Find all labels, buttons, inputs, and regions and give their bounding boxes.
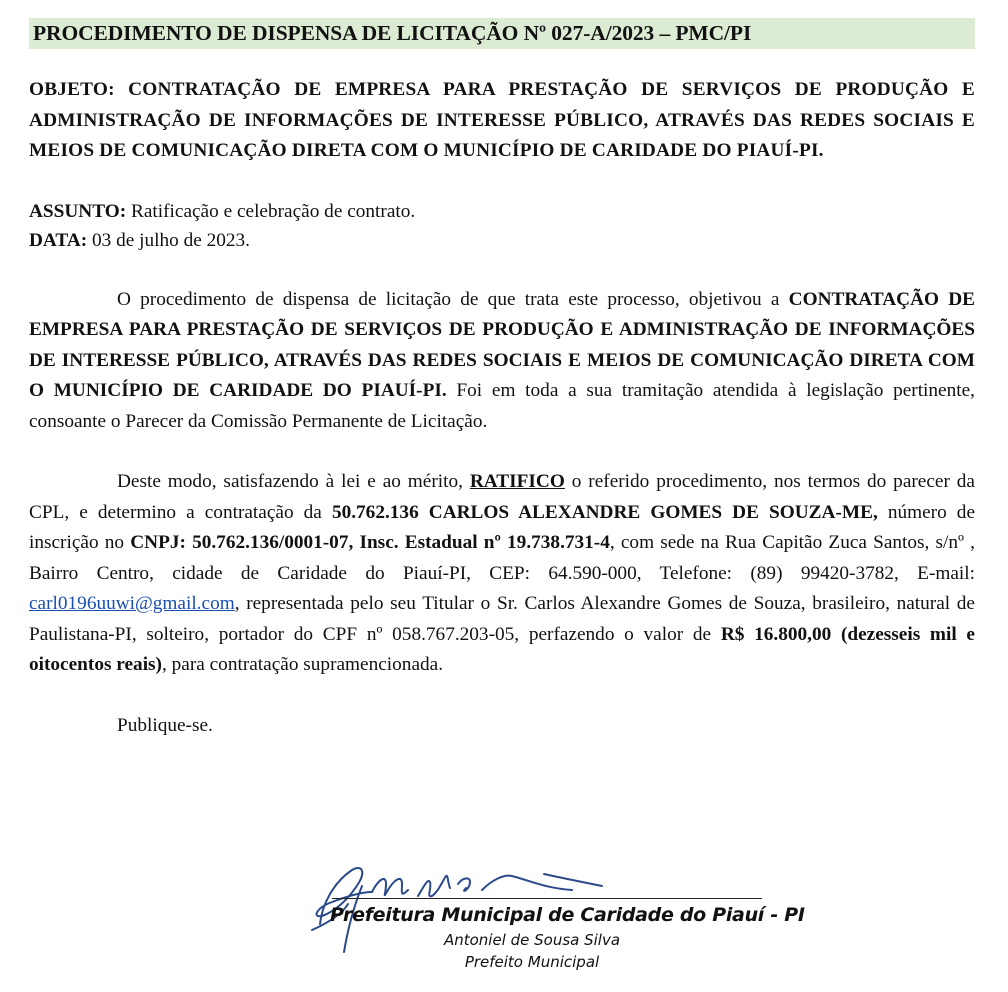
- ratification-text-5: , representada pelo seu Titular o Sr. Carlos Alexandre Gomes de Souza, brasileiro, natural de Paulistana-PI, solteiro, portador do CPF nº 058.767.203-05, perfazendo o valor de: [29, 593, 975, 645]
- assunto-line: [29, 197, 975, 226]
- contract-value: R$ 16.800,00 (dezesseis mil e oitocentos reais): [29, 623, 975, 675]
- assunto-label: ASSUNTO:: [29, 200, 127, 222]
- ratification-paragraph: [29, 467, 975, 681]
- cnpj-text: CNPJ: 50.762.136/0001-07, Insc. Estadual nº 19.738.731-4: [130, 532, 610, 553]
- procedure-paragraph: [29, 285, 975, 438]
- ratification-text-4: , com sede na Rua Capitão Zuca Santos, s/nº , Bairro Centro, cidade de Caridade do Piauí-PI, CEP: 64.590-000, Telefone: (89) 99420-3782, E-mail:: [29, 532, 976, 584]
- signature-line: [332, 898, 762, 899]
- signature-name: Antoniel de Sousa Silva: [443, 931, 621, 949]
- procedure-intro: O procedimento de dispensa de licitação de que trata este processo, objetivou a: [117, 288, 789, 310]
- data-line: [29, 226, 975, 255]
- objeto-paragraph: OBJETO: CONTRATAÇÃO DE EMPRESA PARA PRESTAÇÃO DE SERVIÇOS DE PRODUÇÃO E ADMINISTRAÇÃO DE INFORMAÇÕES DE INTERESSE PÚBLICO, ATRAVÉS DAS REDES SOCIAIS E MEIOS DE COMUNICAÇÃO DIRETA COM O MUNICÍPIO DE CARIDADE DO PIAUÍ-PI.: [29, 79, 975, 161]
- ratification-text-1: Deste modo, satisfazendo à lei e ao mérito,: [117, 471, 470, 492]
- signature-office: Prefeitura Municipal de Caridade do Piauí - PI: [330, 904, 805, 926]
- signature-role: Prefeito Municipal: [464, 953, 600, 971]
- signature-block: [282, 852, 805, 982]
- procedure-object-bold: CONTRATAÇÃO DE EMPRESA PARA PRESTAÇÃO DE SERVIÇOS DE PRODUÇÃO E ADMINISTRAÇÃO DE INFORMAÇÕES DE INTERESSE PÚBLICO, ATRAVÉS DAS REDES SOCIAIS E MEIOS DE COMUNICAÇÃO DIRETA COM O MUNICÍPIO DE CARIDADE DO PIAUÍ-PI.: [29, 288, 975, 401]
- ratification-text-2: o referido procedimento, nos termos do parecer da CPL, e determino a contratação da: [29, 471, 975, 523]
- closing-text: Publique-se.: [117, 714, 213, 736]
- ratification-text-3: número de inscrição no: [29, 501, 976, 553]
- assunto-value: Ratificação e celebração de contrato.: [126, 200, 416, 222]
- document-title: PROCEDIMENTO DE DISPENSA DE LICITAÇÃO Nº 027-A/2023 – PMC/PI: [29, 18, 975, 49]
- ratification-text-6: , para contratação supramencionada.: [161, 654, 444, 675]
- meta-block: [29, 197, 975, 255]
- document-page: [29, 18, 975, 741]
- procedure-rest: Foi em toda a sua tramitação atendida à legislação pertinente, consoante o Parecer da Comissão Permanente de Licitação.: [29, 380, 975, 432]
- data-value: 03 de julho de 2023.: [87, 229, 251, 251]
- company-name: 50.762.136 CARLOS ALEXANDRE GOMES DE SOUZA-ME,: [331, 501, 878, 523]
- ratifico-word: RATIFICO: [469, 471, 565, 492]
- email-link[interactable]: carl0196uuwi@gmail.com: [29, 593, 235, 614]
- data-label: DATA:: [29, 229, 88, 251]
